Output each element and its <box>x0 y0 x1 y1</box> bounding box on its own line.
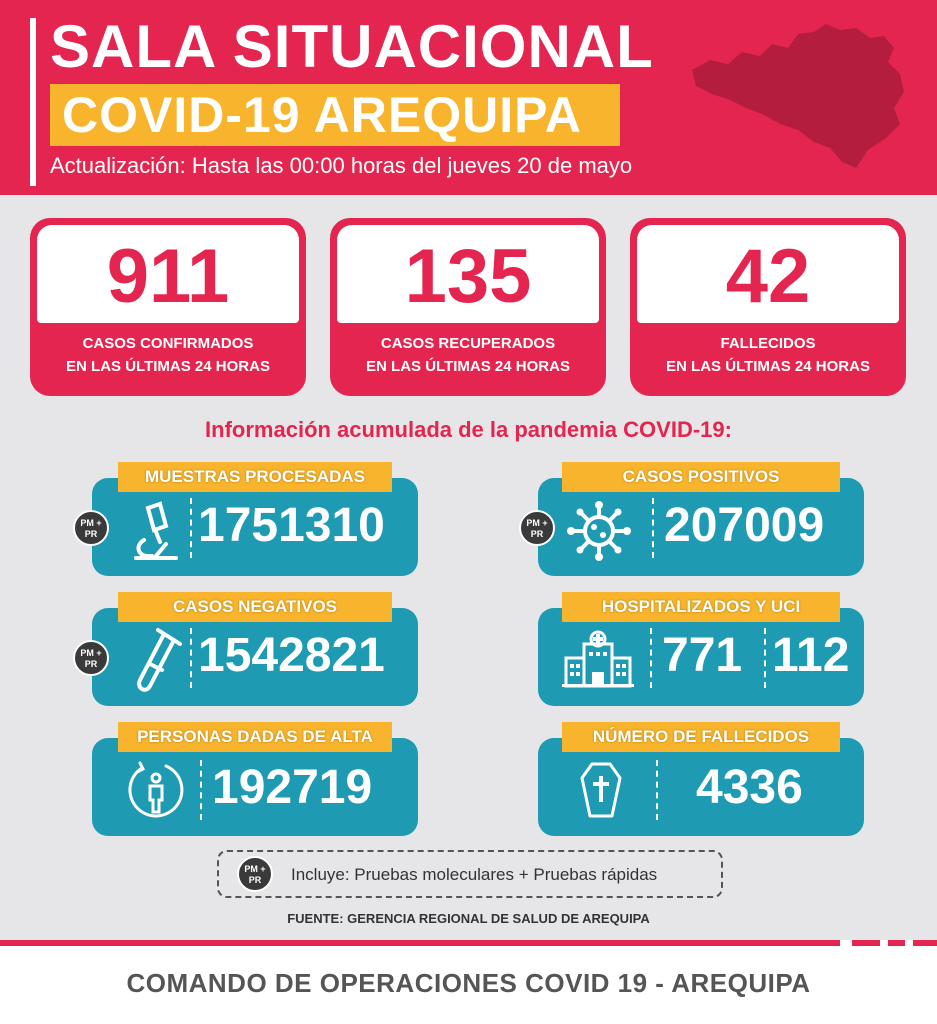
hospital-tag: HOSPITALIZADOS Y UCI <box>562 592 840 622</box>
pm-pr-badge: PM + PR <box>237 856 273 892</box>
legend-note <box>217 850 723 898</box>
pm-pr-badge: PM + PR <box>73 640 109 676</box>
deaths-daily-label: FALLECIDOS EN LAS ÚLTIMAS 24 HORAS <box>666 335 870 375</box>
deaths-daily-card <box>630 218 906 396</box>
samples-tag: MUESTRAS PROCESADAS <box>118 462 392 492</box>
deaths-total-tag: NÚMERO DE FALLECIDOS <box>562 722 840 752</box>
page-subtitle: COVID-19 AREQUIPA <box>62 87 582 143</box>
footer <box>0 946 937 1024</box>
coffin-icon <box>578 760 624 820</box>
deaths-total-value: 4336 <box>696 761 803 814</box>
update-timestamp: Actualización: Hasta las 00:00 horas del jueves 20 de mayo <box>50 153 633 178</box>
person-recovered-icon <box>126 760 186 820</box>
source-credit: FUENTE: GERENCIA REGIONAL DE SALUD DE AREQUIPA <box>287 911 650 926</box>
samples-value: 1751310 <box>198 499 385 552</box>
test-tube-icon <box>124 624 184 694</box>
confirmed-cases-label: CASOS CONFIRMADOS EN LAS ÚLTIMAS 24 HORAS <box>66 335 270 375</box>
discharged-tag: PERSONAS DADAS DE ALTA <box>118 722 392 752</box>
footer-text: COMANDO DE OPERACIONES COVID 19 - AREQUIPA <box>126 968 811 998</box>
deaths-daily-value: 42 <box>725 234 811 319</box>
recovered-cases-card <box>330 218 606 396</box>
discharged-value: 192719 <box>212 761 373 814</box>
positives-tag: CASOS POSITIVOS <box>562 462 840 492</box>
microscope-icon <box>130 500 182 562</box>
recovered-cases-label: CASOS RECUPERADOS EN LAS ÚLTIMAS 24 HORAS <box>366 335 570 375</box>
page-title: SALA SITUACIONAL <box>50 13 654 80</box>
icu-value: 112 <box>772 629 850 682</box>
confirmed-cases-value: 911 <box>106 234 230 319</box>
virus-icon <box>566 500 632 562</box>
negatives-tag: CASOS NEGATIVOS <box>118 592 392 622</box>
positives-value: 207009 <box>664 499 825 552</box>
recovered-cases-value: 135 <box>404 234 532 319</box>
hospitalized-value: 771 <box>662 629 743 682</box>
accumulated-section-title: Información acumulada de la pandemia COVID-19: <box>205 417 732 442</box>
confirmed-cases-card <box>30 218 306 396</box>
header-accent-bar <box>30 18 36 186</box>
pm-pr-badge: PM + PR <box>519 510 555 546</box>
hospital-icon <box>562 630 634 688</box>
header-banner <box>0 0 937 195</box>
pm-pr-badge: PM + PR <box>73 510 109 546</box>
negatives-value: 1542821 <box>198 629 385 682</box>
arequipa-map-icon <box>680 22 910 170</box>
legend-note-text: Incluye: Pruebas moleculares + Pruebas rápidas <box>291 865 658 884</box>
